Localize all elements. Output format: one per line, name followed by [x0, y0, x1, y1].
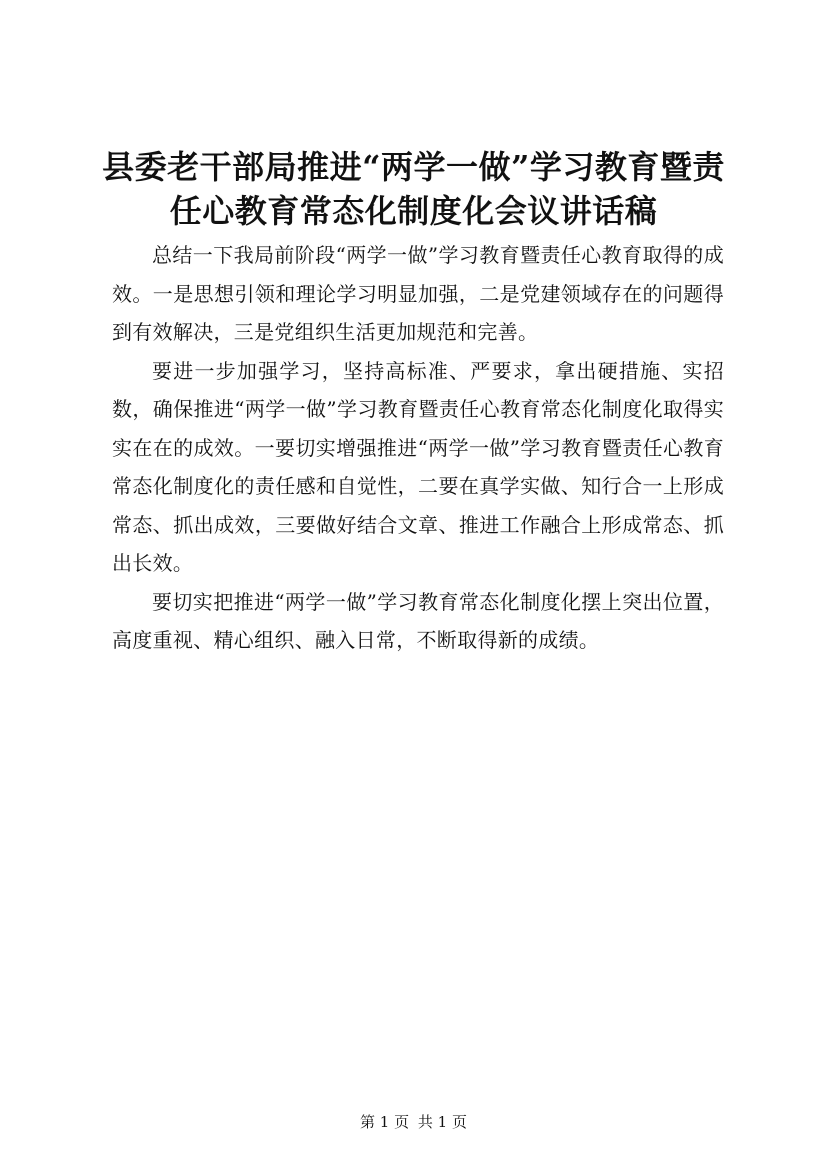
paragraph-2: 要进一步加强学习，坚持高标准、严要求，拿出硬措施、实招数，确保推进“两学一做”学习教育暨责任心教育常态化制度化取得实实在在的成效。一要切实增强推进“两学一做”学习教育暨责任心教育常态化制度化的责任感和自觉性，二要在真学实做、知行合一上形成常态、抓出成效，三要做好结合文章、推进工作融合上形成常态、抓出长效。: [112, 358, 724, 575]
title-line-1: 县委老干部局推进“两学一做”学习教育暨责: [102, 148, 725, 186]
title-line-2: 任心教育常态化制度化会议讲话稿: [169, 192, 658, 230]
paragraph-3: 要切实把推进“两学一做”学习教育常态化制度化摆上突出位置，高度重视、精心组织、融入日常，不断取得新的成绩。: [112, 589, 724, 652]
document-title: [100, 145, 727, 233]
page-footer: [0, 1112, 827, 1132]
page-number-total: 共 1 页: [417, 1113, 467, 1131]
page-number-current: 第 1 页: [360, 1113, 410, 1131]
document-body: [112, 236, 724, 660]
paragraph-1: 总结一下我局前阶段“两学一做”学习教育暨责任心教育取得的成效。一是思想引领和理论学习明显加强，二是党建领域存在的问题得到有效解决，三是党组织生活更加规范和完善。: [112, 243, 724, 344]
